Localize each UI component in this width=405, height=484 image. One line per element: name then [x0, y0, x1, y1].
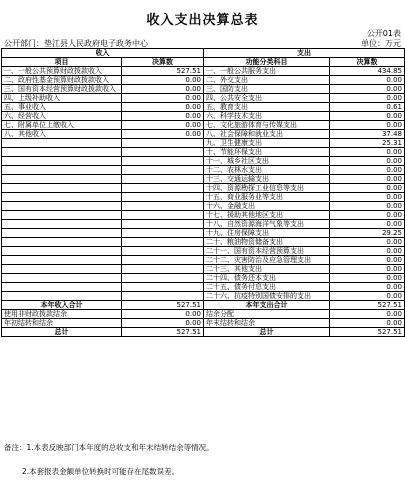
expense-amount-cell: 29.25 — [330, 229, 405, 238]
table-row — [2, 229, 405, 238]
expense-item-cell: 十七、援助其他地区支出 — [204, 211, 330, 220]
expense-total-label: 本年支出合计 — [204, 301, 330, 310]
expense-item-cell: 十一、城乡社区支出 — [204, 157, 330, 166]
income-item-cell — [2, 292, 122, 301]
expense-total-value: 527.51 — [330, 301, 405, 310]
table-row — [2, 157, 405, 166]
expense-item-cell: 十八、自然资源海洋气象等支出 — [204, 220, 330, 229]
income-item-cell — [2, 202, 122, 211]
income-item-cell — [2, 193, 122, 202]
grand-total-label-expense: 总计 — [204, 328, 330, 337]
expense-amount-cell: 0.00 — [330, 148, 405, 157]
form-number: 公开01表 — [366, 29, 401, 38]
expense-amount-cell: 0.00 — [330, 283, 405, 292]
table-row — [2, 139, 405, 148]
expense-amount-cell: 0.00 — [330, 85, 405, 94]
expense-item-cell: 八、社会保障和就业支出 — [204, 130, 330, 139]
expense-amount-cell: 0.00 — [330, 166, 405, 175]
income-item-cell — [2, 265, 122, 274]
expense-item-cell: 二十二、灾害防治及应急管理支出 — [204, 256, 330, 265]
income-amount-cell: 0.00 — [122, 94, 204, 103]
col-header-amount: 决算数 — [122, 58, 204, 67]
expense-item-cell: 十、节能环保支出 — [204, 148, 330, 157]
table-row — [2, 265, 405, 274]
income-amount-cell — [122, 211, 204, 220]
expense-item-cell: 年末结转和结余 — [204, 319, 330, 328]
table-row — [2, 148, 405, 157]
income-item-cell — [2, 139, 122, 148]
income-amount-cell — [122, 238, 204, 247]
column-header-row — [2, 58, 405, 67]
income-amount-cell — [122, 157, 204, 166]
income-item-cell: 八、其他收入 — [2, 130, 122, 139]
expense-amount-cell: 0.00 — [330, 211, 405, 220]
income-amount-cell: 527.51 — [122, 67, 204, 76]
grand-total-row — [2, 328, 405, 337]
income-amount-cell: 0.00 — [122, 103, 204, 112]
expense-amount-cell: 434.85 — [330, 67, 405, 76]
expense-item-cell: 结余分配 — [204, 310, 330, 319]
income-amount-cell — [122, 148, 204, 157]
table-row — [2, 274, 405, 283]
expense-amount-cell: 0.00 — [330, 319, 405, 328]
income-expense-table — [1, 48, 405, 337]
income-item-cell — [2, 229, 122, 238]
expense-amount-cell: 0.00 — [330, 112, 405, 121]
col-header-item: 项目 — [2, 58, 122, 67]
income-amount-cell — [122, 229, 204, 238]
income-amount-cell: 0.00 — [122, 130, 204, 139]
income-amount-cell — [122, 175, 204, 184]
expense-item-cell: 二十四、债务还本支出 — [204, 274, 330, 283]
income-amount-cell — [122, 283, 204, 292]
col-header-function: 功能分类科目 — [204, 58, 330, 67]
income-amount-cell: 0.00 — [122, 76, 204, 85]
table-row — [2, 310, 405, 319]
expense-item-cell: 十四、资源勘探工业信息等支出 — [204, 184, 330, 193]
income-amount-cell: 0.00 — [122, 310, 204, 319]
expense-item-cell: 二十三、其他支出 — [204, 265, 330, 274]
income-amount-cell — [122, 166, 204, 175]
expense-item-cell: 二、外交支出 — [204, 76, 330, 85]
table-row — [2, 319, 405, 328]
income-item-cell — [2, 256, 122, 265]
income-amount-cell — [122, 274, 204, 283]
income-item-cell — [2, 157, 122, 166]
expense-item-cell: 十三、交通运输支出 — [204, 175, 330, 184]
table-row — [2, 283, 405, 292]
income-amount-cell — [122, 193, 204, 202]
expense-item-cell: 二十六、抗疫特别国债安排的支出 — [204, 292, 330, 301]
table-row — [2, 76, 405, 85]
expense-item-cell: 六、科学技术支出 — [204, 112, 330, 121]
expense-item-cell: 四、公共安全支出 — [204, 94, 330, 103]
income-item-cell — [2, 211, 122, 220]
grand-total-income: 527.51 — [122, 328, 204, 337]
expense-amount-cell: 25.31 — [330, 139, 405, 148]
department-label: 公开部门：垫江县人民政府电子政务中心 — [4, 39, 148, 48]
table-row — [2, 292, 405, 301]
income-amount-cell — [122, 184, 204, 193]
income-item-cell — [2, 274, 122, 283]
income-item-cell: 三、国有资本经营预算财政拨款收入 — [2, 85, 122, 94]
grand-total-expense: 527.51 — [330, 328, 405, 337]
expense-item-cell: 一、一般公共服务支出 — [204, 67, 330, 76]
income-amount-cell: 0.00 — [122, 319, 204, 328]
expense-item-cell: 十九、住房保障支出 — [204, 229, 330, 238]
expense-amount-cell: 0.00 — [330, 220, 405, 229]
expense-item-cell: 五、教育支出 — [204, 103, 330, 112]
col-header-amount-expense: 决算数 — [330, 58, 405, 67]
expense-amount-cell: 0.61 — [330, 103, 405, 112]
expense-item-cell: 三、国防支出 — [204, 85, 330, 94]
table-row — [2, 247, 405, 256]
grand-total-label-income: 总计 — [2, 328, 122, 337]
income-amount-cell: 0.00 — [122, 85, 204, 94]
table-row — [2, 175, 405, 184]
table-row — [2, 130, 405, 139]
table-row — [2, 184, 405, 193]
expense-item-cell: 十二、农林水支出 — [204, 166, 330, 175]
expense-amount-cell: 0.00 — [330, 184, 405, 193]
expense-section-header: 支出 — [204, 49, 405, 58]
income-item-cell: 使用非财政拨款结余 — [2, 310, 122, 319]
expense-amount-cell: 0.00 — [330, 238, 405, 247]
table-row — [2, 220, 405, 229]
expense-amount-cell: 0.00 — [330, 175, 405, 184]
table-row — [2, 85, 405, 94]
expense-amount-cell: 0.00 — [330, 121, 405, 130]
note-2: 2.本套报表金额单位转换时可能存在尾数误差。 — [22, 467, 180, 476]
income-amount-cell — [122, 247, 204, 256]
income-item-cell — [2, 184, 122, 193]
note-1: 备注：1.本表反映部门本年度的总收支和年末结转结余等情况。 — [4, 443, 214, 452]
income-item-cell: 二、政府性基金预算财政拨款收入 — [2, 76, 122, 85]
table-row — [2, 67, 405, 76]
expense-item-cell: 二十五、债务付息支出 — [204, 283, 330, 292]
expense-amount-cell: 0.00 — [330, 274, 405, 283]
income-total-label: 本年收入合计 — [2, 301, 122, 310]
expense-amount-cell: 0.00 — [330, 310, 405, 319]
table-row — [2, 112, 405, 121]
expense-amount-cell: 0.00 — [330, 76, 405, 85]
income-item-cell — [2, 175, 122, 184]
expense-item-cell: 十五、商业服务业等支出 — [204, 193, 330, 202]
expense-amount-cell: 0.00 — [330, 292, 405, 301]
table-row — [2, 238, 405, 247]
table-row — [2, 256, 405, 265]
table-row — [2, 121, 405, 130]
income-item-cell: 一、一般公共预算财政拨款收入 — [2, 67, 122, 76]
table-row — [2, 193, 405, 202]
income-amount-cell — [122, 220, 204, 229]
table-row — [2, 211, 405, 220]
table-row — [2, 166, 405, 175]
income-total-value: 527.51 — [122, 301, 204, 310]
income-amount-cell — [122, 202, 204, 211]
income-item-cell: 六、经营收入 — [2, 112, 122, 121]
income-amount-cell — [122, 256, 204, 265]
table-row — [2, 103, 405, 112]
expense-amount-cell: 0.00 — [330, 94, 405, 103]
expense-item-cell: 九、卫生健康支出 — [204, 139, 330, 148]
income-item-cell — [2, 238, 122, 247]
expense-item-cell: 七、文化旅游体育与传媒支出 — [204, 121, 330, 130]
income-item-cell — [2, 247, 122, 256]
income-amount-cell: 0.00 — [122, 112, 204, 121]
income-item-cell: 年初结转和结余 — [2, 319, 122, 328]
income-item-cell: 七、附属单位上缴收入 — [2, 121, 122, 130]
report-title: 收入支出决算总表 — [146, 13, 259, 28]
expense-amount-cell: 0.00 — [330, 157, 405, 166]
income-amount-cell — [122, 139, 204, 148]
expense-item-cell: 十六、金融支出 — [204, 202, 330, 211]
expense-amount-cell: 37.48 — [330, 130, 405, 139]
income-amount-cell — [122, 265, 204, 274]
table-row — [2, 202, 405, 211]
income-item-cell: 五、事业收入 — [2, 103, 122, 112]
unit-label: 单位：万元 — [361, 39, 401, 48]
expense-item-cell: 二十一、国有资本经营预算支出 — [204, 247, 330, 256]
expense-amount-cell: 0.00 — [330, 247, 405, 256]
income-item-cell — [2, 283, 122, 292]
income-amount-cell: 0.00 — [122, 121, 204, 130]
income-item-cell — [2, 220, 122, 229]
income-item-cell — [2, 166, 122, 175]
expense-item-cell: 二十、粮油物资储备支出 — [204, 238, 330, 247]
income-item-cell — [2, 148, 122, 157]
expense-amount-cell: 0.00 — [330, 193, 405, 202]
income-section-header: 收入 — [2, 49, 204, 58]
expense-amount-cell: 0.00 — [330, 256, 405, 265]
section-header-row — [2, 49, 405, 58]
table-row — [2, 94, 405, 103]
income-item-cell: 四、上级补助收入 — [2, 94, 122, 103]
income-amount-cell — [122, 292, 204, 301]
annual-total-row — [2, 301, 405, 310]
expense-amount-cell: 0.00 — [330, 202, 405, 211]
expense-amount-cell: 0.00 — [330, 265, 405, 274]
